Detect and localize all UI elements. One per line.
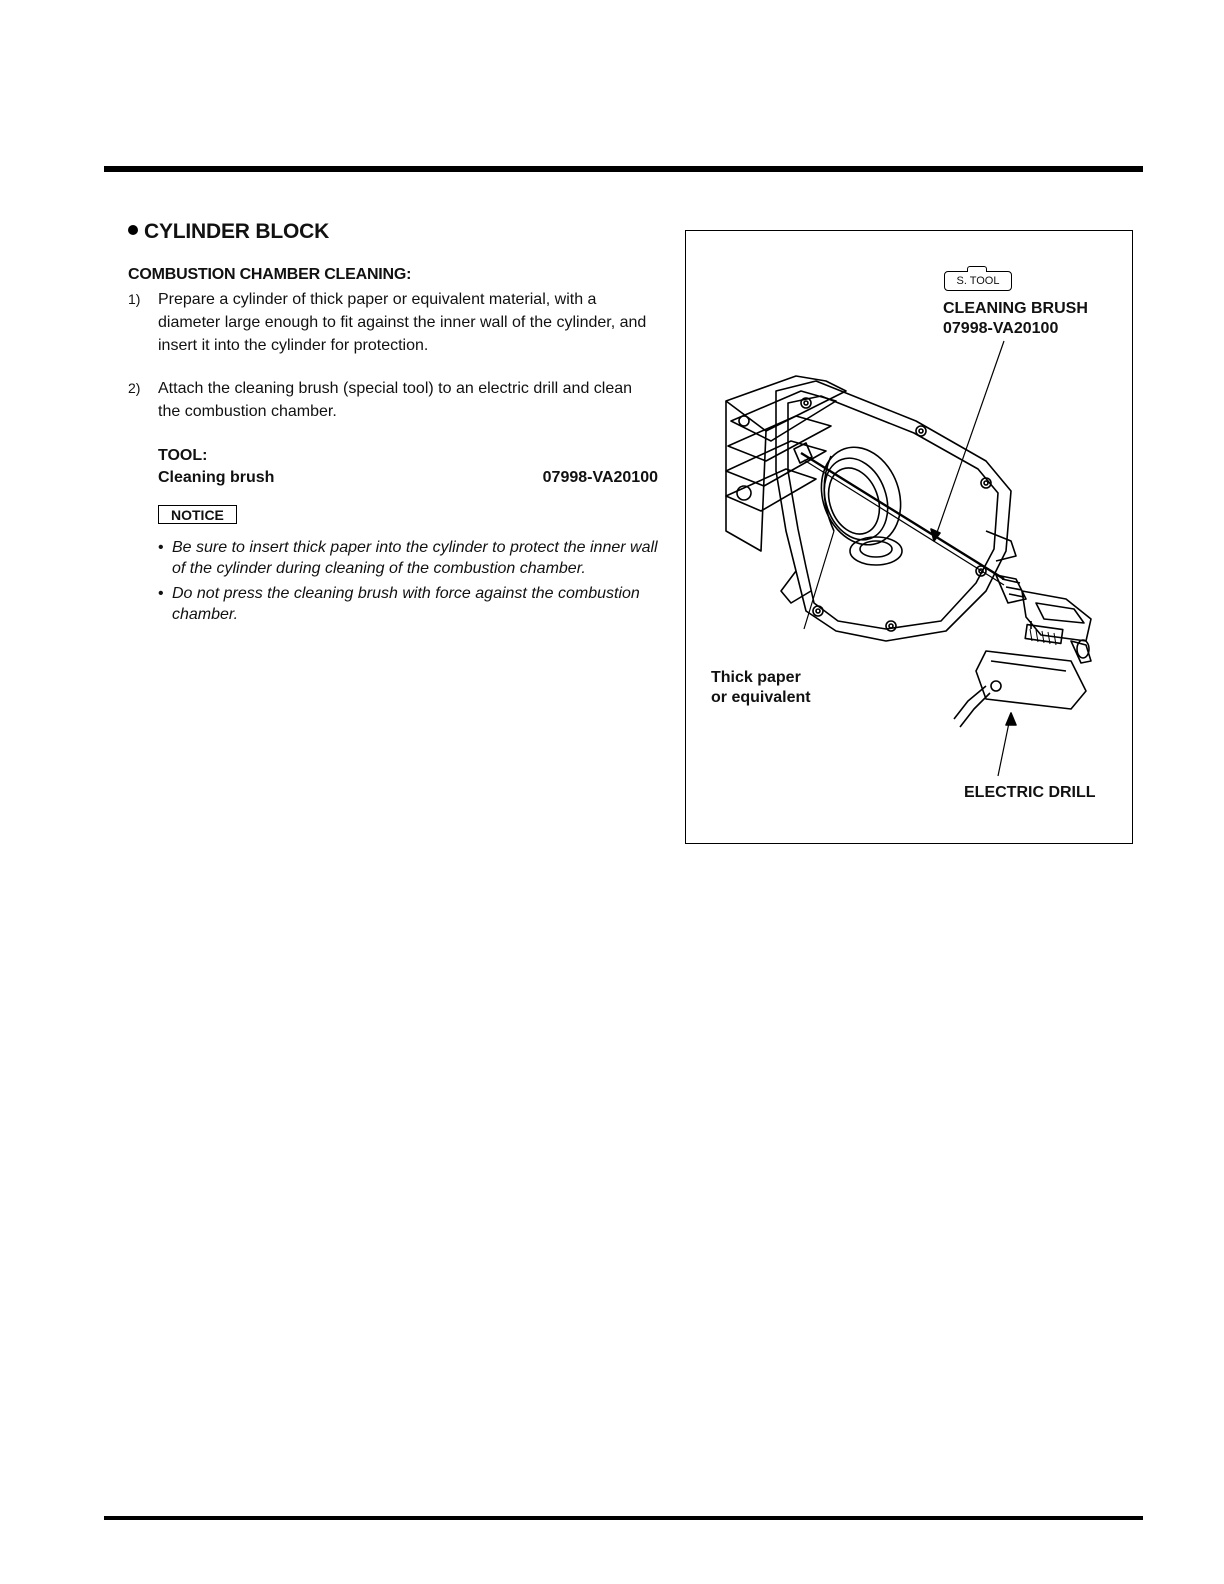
notice-badge: NOTICE [158, 505, 237, 524]
cleaning-brush-label: CLEANING BRUSH [943, 300, 1088, 317]
step-1 [128, 288, 658, 357]
illustration-frame [685, 230, 1133, 844]
notice-text: Be sure to insert thick paper into the cylinder to protect the inner wall of the cylinder during cleaning of the combustion chamber. [172, 539, 658, 577]
step-number: 1) [128, 291, 141, 307]
thick-paper-label-line1: Thick paper [711, 669, 801, 686]
special-tool-badge: S. TOOL [944, 271, 1012, 291]
thick-paper-label-line2: or equivalent [711, 689, 811, 706]
notice-item [158, 583, 658, 625]
tool-name: Cleaning brush [158, 469, 275, 486]
cleaning-brush-part-number: 07998-VA20100 [943, 320, 1059, 337]
step-text: Attach the cleaning brush (special tool) to an electric drill and clean the combustion chamber. [158, 380, 633, 420]
step-text: Prepare a cylinder of thick paper or equivalent material, with a diameter large enough to fit against the inner wall of the cylinder, and insert it into the cylinder for protection. [158, 291, 647, 354]
bottom-rule [104, 1516, 1143, 1520]
top-rule [104, 166, 1143, 172]
bullet-icon: • [158, 539, 164, 556]
tool-label: TOOL: [158, 447, 208, 464]
subheading: COMBUSTION CHAMBER CLEANING: [128, 266, 412, 283]
notice-list [158, 537, 658, 625]
bullet-icon: • [158, 585, 164, 602]
procedure-text [128, 220, 658, 629]
tool-part-number: 07998-VA20100 [542, 469, 658, 486]
section-title-text: CYLINDER BLOCK [144, 220, 330, 243]
tool-row [158, 469, 658, 487]
notice-item [158, 537, 658, 579]
bullet-icon [128, 225, 138, 235]
electric-drill-label: ELECTRIC DRILL [964, 784, 1096, 801]
section-title [128, 220, 658, 244]
engine-illustration [686, 231, 1134, 845]
step-2 [128, 377, 658, 423]
step-number: 2) [128, 380, 141, 396]
tool-block [158, 447, 658, 487]
notice-text: Do not press the cleaning brush with force against the combustion chamber. [172, 585, 640, 623]
